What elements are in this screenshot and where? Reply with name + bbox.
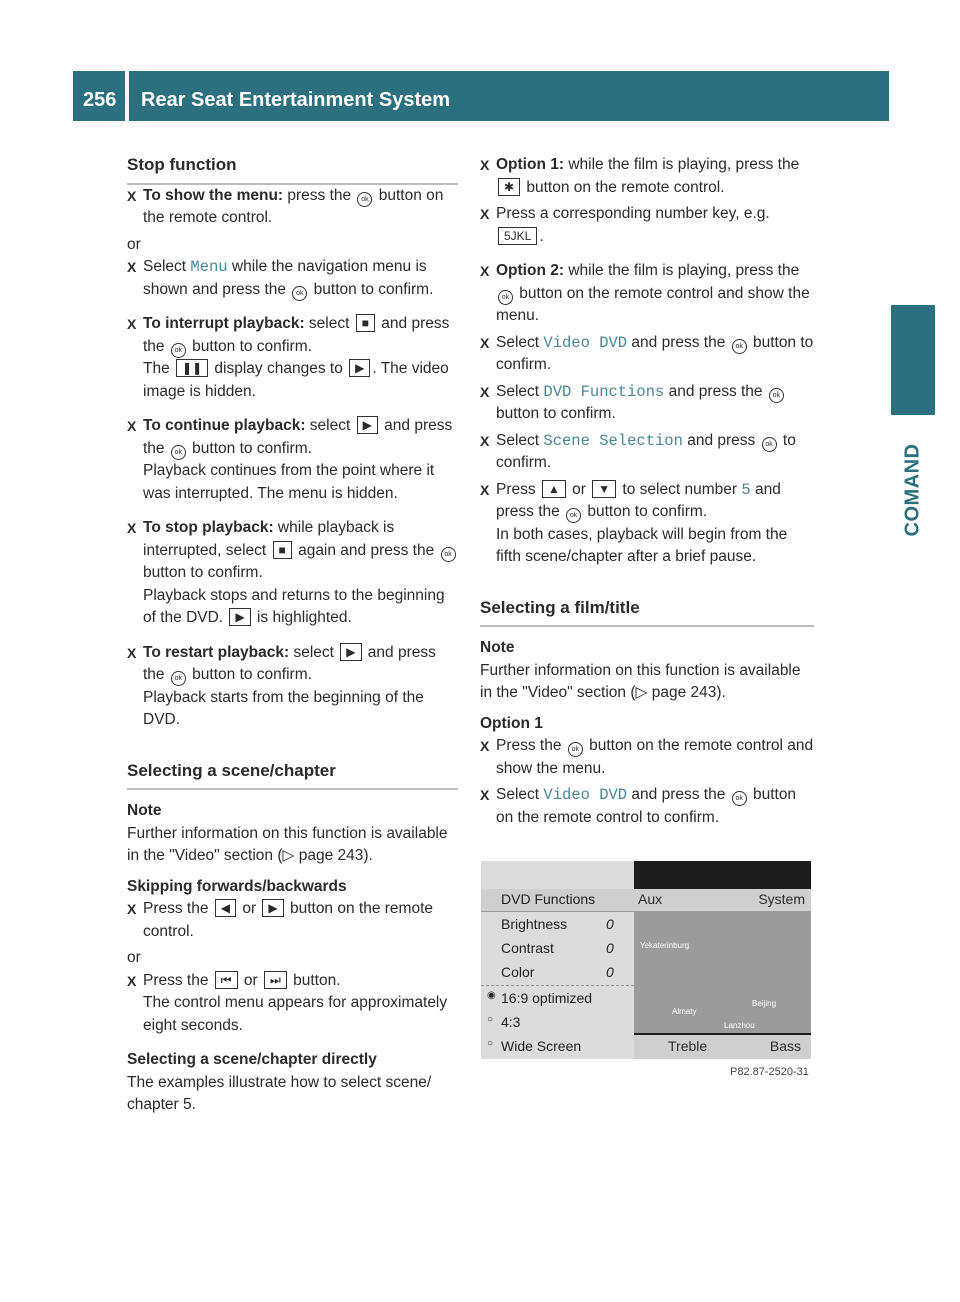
map-display [634, 861, 811, 1059]
ok-button-icon: ok [292, 286, 307, 301]
left-arrow-icon: ◀ [215, 899, 236, 917]
note-label: Note [127, 802, 162, 819]
up-arrow-icon: ▲ [542, 480, 566, 498]
note-text: Further information on this function is available in the "Video" section (▷ page 243). [127, 824, 448, 864]
figure-caption: P82.87-2520-31 [730, 1066, 809, 1078]
section-heading-scene: Selecting a scene/chapter [127, 760, 458, 791]
ok-button-icon: ok [498, 290, 513, 305]
play-icon: ▶ [349, 359, 370, 377]
play-icon: ▶ [340, 643, 361, 661]
list-item: X Select Video DVD and press the ok button on the remote control to confirm. [480, 786, 797, 826]
note-text: Further information on this function is available in the "Video" section (▷ page 243). [480, 661, 801, 701]
list-item: X Press the ⏮ or ⏭ button. The control menu appears for approximately eight seconds. [127, 971, 448, 1034]
menu-title: DVD Functions [501, 891, 596, 907]
section-heading-film: Selecting a film/title [480, 597, 814, 628]
list-item: X Press ▲ or ▼ to select number 5 and press the ok button to confirm. In both cases, playback will begin from the fifth scene/chapter after a brief pause. [480, 480, 788, 565]
right-arrow-icon: ▶ [262, 899, 283, 917]
or-text: or [127, 235, 141, 253]
radio-icon: ○ [487, 1014, 494, 1025]
bottom-bar: Treble Bass [634, 1035, 811, 1059]
subheading-skip: Skipping forwards/backwards [127, 877, 347, 895]
list-item: X Option 2: while the film is playing, press the ok button on the remote control and show the menu. [480, 262, 810, 324]
radio-selected-icon: ◉ [487, 990, 496, 1001]
side-tab-marker [891, 305, 935, 415]
stop-icon: ■ [356, 314, 375, 332]
stop-icon: ■ [273, 541, 292, 559]
map-image: Yekaterinburg Almaty Beijing Lanzhou [634, 911, 811, 1033]
list-item: X To interrupt playback: select ■ and press the ok button to confirm. The ❚❚ display changes to ▶ . The video image is hidden. [127, 315, 450, 400]
ok-button-icon: ok [171, 343, 186, 358]
pause-icon: ❚❚ [176, 359, 208, 377]
page-title: Rear Seat Entertainment System [141, 89, 451, 111]
section-heading-stop: Stop function [127, 154, 458, 185]
skip-back-icon: ⏮ [215, 971, 238, 989]
ok-button-icon: ok [441, 547, 456, 562]
play-icon: ▶ [229, 608, 250, 626]
down-arrow-icon: ▼ [592, 480, 616, 498]
number-key-5: 5JKL [498, 227, 537, 245]
top-bar: Aux System [634, 889, 811, 911]
list-item: X Press the ◀ or ▶ button on the remote control. [127, 900, 434, 940]
left-column [127, 154, 458, 1117]
subheading-option1: Option 1 [480, 714, 543, 732]
right-column [480, 154, 814, 833]
list-item: X Press a corresponding number key, e.g. 5JKL . [480, 205, 770, 245]
page-number: 256 [83, 89, 117, 111]
list-item: X Select DVD Functions and press the ok button to confirm. [480, 381, 814, 426]
ok-button-icon: ok [769, 388, 784, 403]
radio-icon: ○ [487, 1038, 494, 1049]
asterisk-key-icon: ✱ [498, 178, 520, 196]
list-item: X Select Video DVD and press the ok button to confirm. [480, 333, 814, 373]
screen-figure [481, 861, 811, 1059]
list-item: X To continue playback: select ▶ and press the ok button to confirm. Playback continues from the point where it was interrupted. The menu is hidden. [127, 417, 453, 502]
or-text: or [127, 949, 141, 966]
side-tab-label: COMAND [901, 443, 924, 537]
list-item: X To stop playback: while playback is interrupted, select ■ again and press the ok button to confirm. Playback stops and returns to the beginning of the DVD. ▶ is highlighted. [127, 517, 458, 630]
list-item: X Option 1: while the film is playing, press the ✱ button on the remote control. [480, 156, 800, 196]
subheading-direct: Selecting a scene/chapter directly [127, 1051, 377, 1068]
ok-button-icon: ok [568, 742, 583, 757]
page-header [73, 71, 889, 121]
note-label: Note [480, 639, 515, 656]
dvd-functions-menu: DVD Functions Brightness 0 Contrast 0 Color 0 ◉ 16:9 optimized ○ 4:3 ○ Wide Screen [481, 861, 634, 1059]
ok-button-icon: ok [732, 791, 747, 806]
ok-button-icon: ok [762, 437, 777, 452]
direct-text: The examples illustrate how to select scene/ chapter 5. [127, 1073, 432, 1113]
list-item: X Press the ok button on the remote control and show the menu. [480, 737, 814, 777]
ok-button-icon: ok [171, 671, 186, 686]
ok-button-icon: ok [357, 192, 372, 207]
list-item: X Select Scene Selection and press ok to confirm. [480, 431, 796, 471]
ok-button-icon: ok [732, 339, 747, 354]
list-item: X Select Menu while the navigation menu is shown and press the ok button to confirm. [127, 256, 458, 301]
play-icon: ▶ [357, 416, 378, 434]
header-divider [125, 71, 129, 121]
ok-button-icon: ok [171, 445, 186, 460]
skip-forward-icon: ⏭ [264, 971, 287, 989]
ok-button-icon: ok [566, 508, 581, 523]
list-item: X To show the menu: press the ok button on the remote control. [127, 186, 444, 226]
list-item: X To restart playback: select ▶ and press the ok button to confirm. Playback starts from the beginning of the DVD. [127, 643, 436, 728]
